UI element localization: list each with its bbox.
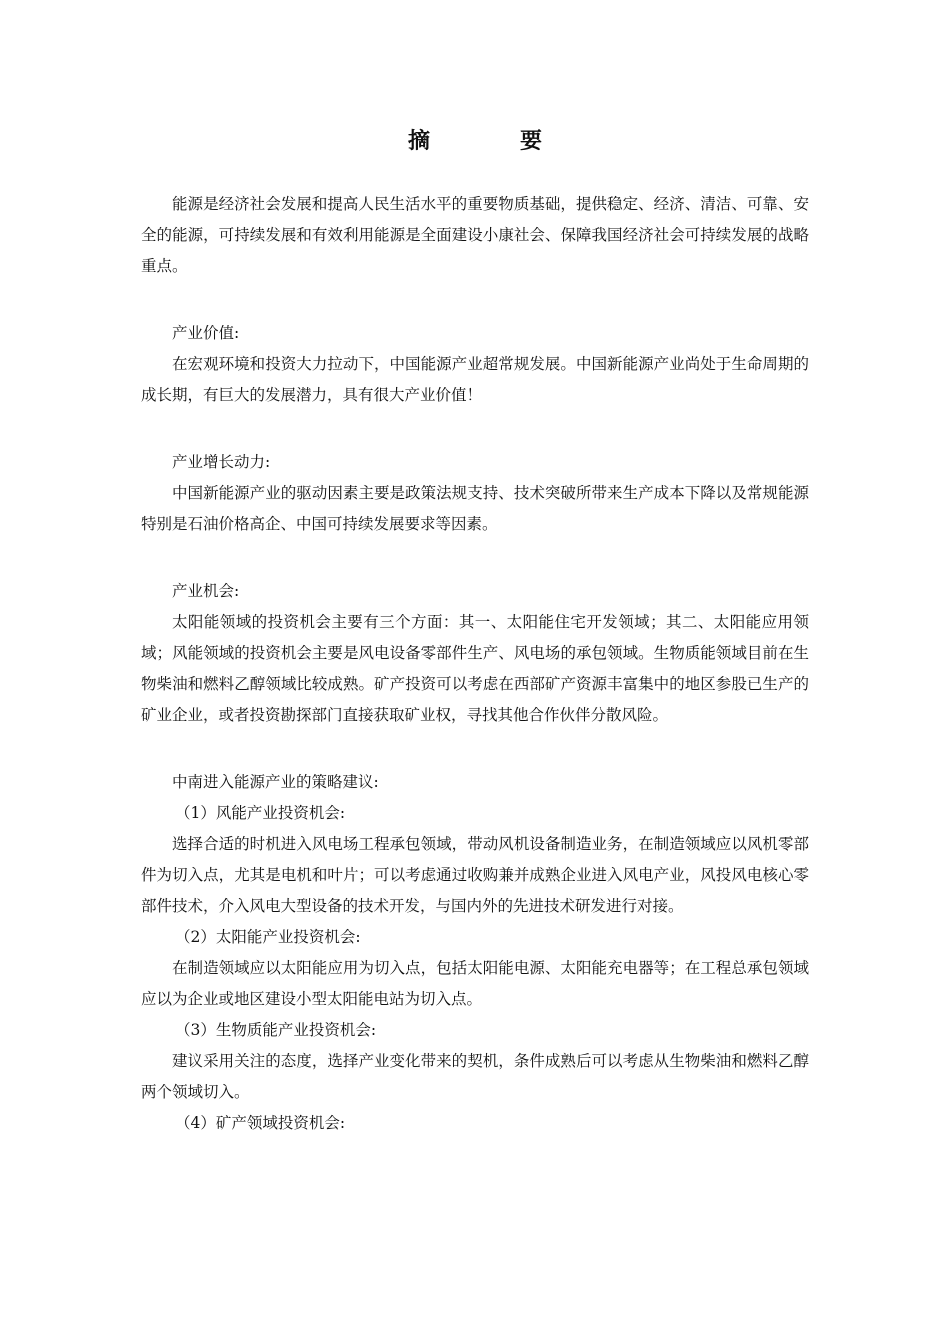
section-heading-growth: 产业增长动力: <box>172 453 271 471</box>
section-body-growth: 中国新能源产业的驱动因素主要是政策法规支持、技术突破所带来生产成本下降以及常规能源特别是石油价格高企、中国可持续发展要求等因素。 <box>141 484 809 533</box>
document-body <box>141 189 809 1139</box>
strategy-item-label-wind: （1）风能产业投资机会: <box>175 804 346 822</box>
strategy-item-label-solar: （2）太阳能产业投资机会: <box>175 928 361 946</box>
strategy-item-body-biomass: 建议采用关注的态度，选择产业变化带来的契机，条件成熟后可以考虑从生物柴油和燃料乙醇两个领域切入。 <box>141 1052 809 1101</box>
page-title: 摘 要 <box>407 129 576 154</box>
strategy-item-label-mining: （4）矿产领域投资机会: <box>175 1114 346 1132</box>
strategy-item-label-biomass: （3）生物质能产业投资机会: <box>175 1021 377 1039</box>
section-heading-value: 产业价值: <box>172 324 240 342</box>
strategy-item-body-wind: 选择合适的时机进入风电场工程承包领域，带动风机设备制造业务，在制造领域应以风机零部件为切入点，尤其是电机和叶片；可以考虑通过收购兼并成熟企业进入风电产业，风投风电核心零部件技术，介入风电大型设备的技术开发，与国内外的先进技术研发进行对接。 <box>141 835 809 915</box>
section-heading-opportunity: 产业机会: <box>172 582 240 600</box>
intro-paragraph: 能源是经济社会发展和提高人民生活水平的重要物质基础，提供稳定、经济、清洁、可靠、安全的能源，可持续发展和有效利用能源是全面建设小康社会、保障我国经济社会可持续发展的战略重点。 <box>141 195 809 275</box>
section-body-opportunity: 太阳能领域的投资机会主要有三个方面：其一、太阳能住宅开发领域；其二、太阳能应用领域；风能领域的投资机会主要是风电设备零部件生产、风电场的承包领域。生物质能领域目前在生物柴油和燃料乙醇领域比较成熟。矿产投资可以考虑在西部矿产资源丰富集中的地区参股已生产的矿业企业，或者投资勘探部门直接获取矿业权，寻找其他合作伙伴分散风险。 <box>141 613 809 724</box>
section-body-value: 在宏观环境和投资大力拉动下，中国能源产业超常规发展。中国新能源产业尚处于生命周期的成长期，有巨大的发展潜力，具有很大产业价值！ <box>141 355 809 404</box>
strategy-item-body-solar: 在制造领域应以太阳能应用为切入点，包括太阳能电源、太阳能充电器等；在工程总承包领域应以为企业或地区建设小型太阳能电站为切入点。 <box>141 959 809 1008</box>
strategy-heading: 中南进入能源产业的策略建议: <box>172 773 379 791</box>
